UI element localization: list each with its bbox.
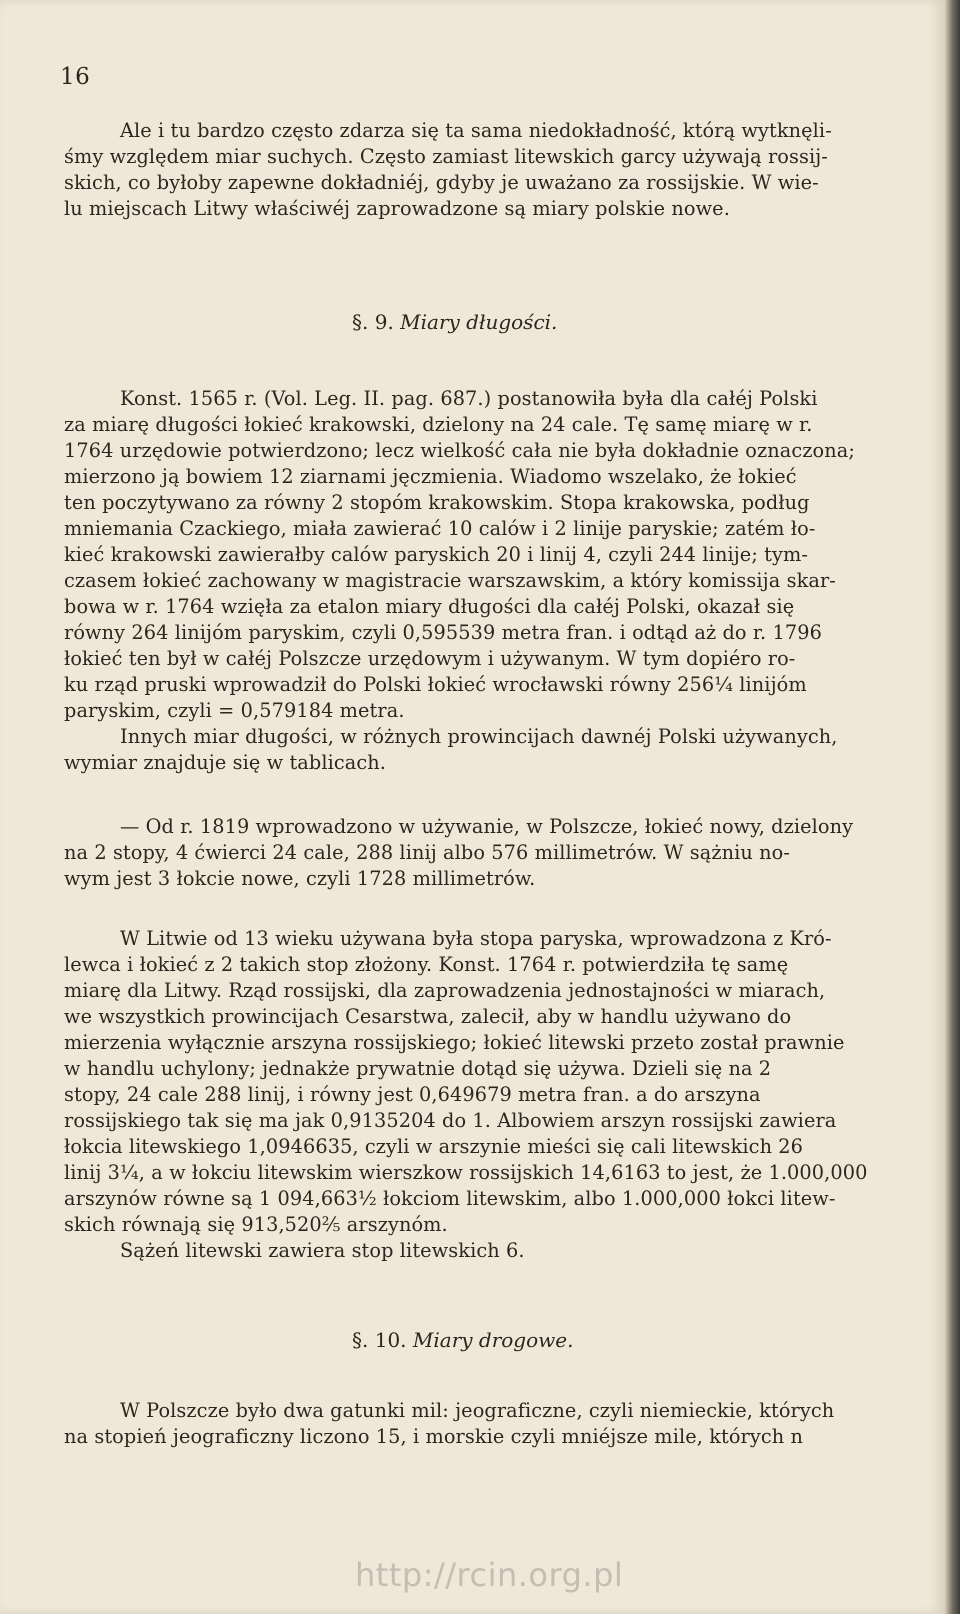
text-line: we wszystkich prowincijach Cesarstwa, zalecił, aby w handlu używano do (64, 1005, 792, 1028)
section-9-number: §. 9. (352, 310, 394, 334)
section-9-heading (352, 310, 557, 334)
watermark-url: http://rcin.org.pl (355, 1556, 624, 1594)
text-line: śmy względem miar suchych. Często zamiast litewskich garcy używają rossij- (64, 145, 828, 168)
section-10-heading (352, 1328, 573, 1352)
text-line: W Polszcze było dwa gatunki mil: jeograficzne, czyli niemieckie, których (120, 1399, 835, 1422)
text-line: linij 3¼, a w łokciu litewskim wierszkow rossijskich 14,6163 to jest, że 1.000,000 (64, 1161, 868, 1184)
text-line: W Litwie od 13 wieku używana była stopa paryska, wprowadzona z Kró- (120, 927, 832, 950)
text-line: lu miejscach Litwy właściwéj zaprowadzone są miary polskie nowe. (64, 197, 730, 220)
text-line: łokieć ten był w całéj Polszcze urzędowym i używanym. W tym dopiéro ro- (64, 647, 796, 670)
page-number: 16 (60, 64, 91, 90)
text-line: Konst. 1565 r. (Vol. Leg. II. pag. 687.) postanowiła była dla całéj Polski (120, 387, 818, 410)
paragraph-1819 (64, 814, 960, 892)
text-line: skich równają się 913,520⅖ arszynóm. (64, 1213, 448, 1236)
text-line: łokcia litewskiego 1,0946635, czyli w arszynie mieści się cali litewskich 26 (64, 1135, 804, 1158)
text-line: za miarę długości łokieć krakowski, dzielony na 24 cale. Tę samę miarę w r. (64, 413, 813, 436)
section-9-title: Miary długości. (400, 310, 558, 334)
text-line: ku rząd pruski wprowadził do Polski łokieć wrocławski równy 256¼ linijóm (64, 673, 807, 696)
text-line: wymiar znajduje się w tablicach. (64, 751, 387, 774)
text-line: Sążeń litewski zawiera stop litewskich 6. (120, 1239, 525, 1262)
text-line: rossijskiego tak się ma jak 0,9135204 do 1. Albowiem arszyn rossijski zawiera (64, 1109, 837, 1132)
text-line: arszynów równe są 1 094,663½ łokciom litewskim, albo 1.000,000 łokci litew- (64, 1187, 836, 1210)
page-edge (944, 0, 960, 1614)
text-line: bowa w r. 1764 wzięła za etalon miary długości dla całéj Polski, okazał się (64, 595, 795, 618)
paragraph-litwa (64, 926, 960, 1264)
text-line: równy 264 linijóm paryskim, czyli 0,595539 metra fran. i odtąd aż do r. 1796 (64, 621, 822, 644)
text-line: miarę dla Litwy. Rząd rossijski, dla zaprowadzenia jednostajności w miarach, (64, 979, 826, 1002)
text-line: czasem łokieć zachowany w magistracie warszawskim, a który komissija skar- (64, 569, 836, 592)
text-line: mierzono ją bowiem 12 ziarnami jęczmienia. Wiadomo wszelako, że łokieć (64, 465, 797, 488)
text-line: Ale i tu bardzo często zdarza się ta sama niedokładność, którą wytknęli- (120, 119, 832, 142)
text-line: ten poczytywano za równy 2 stopóm krakowskim. Stopa krakowska, podług (64, 491, 810, 514)
text-line: w handlu uchylony; jednakże prywatnie dotąd się używa. Dzieli się na 2 (64, 1057, 772, 1080)
text-line: skich, co byłoby zapewne dokładniéj, gdyby je uważano za rossijskie. W wie- (64, 171, 819, 194)
text-line: na 2 stopy, 4 ćwierci 24 cale, 288 linij albo 576 millimetrów. W sążniu no- (64, 841, 790, 864)
text-line: — Od r. 1819 wprowadzono w używanie, w Polszcze, łokieć nowy, dzielony (120, 815, 854, 838)
text-line: na stopień jeograficzny liczono 15, i morskie czyli mniéjsze mile, których n (64, 1425, 804, 1448)
text-line: kieć krakowski zawierałby calów paryskich 20 i linij 4, czyli 244 linije; tym- (64, 543, 808, 566)
section-10-title: Miary drogowe. (412, 1328, 574, 1352)
text-line: lewca i łokieć z 2 takich stop złożony. Konst. 1764 r. potwierdziła tę samę (64, 953, 789, 976)
paragraph-konst (64, 386, 960, 776)
text-line: paryskim, czyli = 0,579184 metra. (64, 699, 405, 722)
text-line: stopy, 24 cale 288 linij, i równy jest 0,649679 metra fran. a do arszyna (64, 1083, 761, 1106)
text-line: 1764 urzędowie potwierdzono; lecz wielkość cała nie była dokładnie oznaczona; (64, 439, 855, 462)
text-line: mierzenia wyłącznie arszyna rossijskiego; łokieć litewski przeto został prawnie (64, 1031, 845, 1054)
paragraph-intro (64, 118, 960, 222)
text-line: Innych miar długości, w różnych prowincijach dawnéj Polski używanych, (120, 725, 838, 748)
text-line: mniemania Czackiego, miała zawierać 10 calów i 2 linije paryskie; zatém ło- (64, 517, 816, 540)
section-10-number: §. 10. (352, 1328, 407, 1352)
text-line: wym jest 3 łokcie nowe, czyli 1728 millimetrów. (64, 867, 536, 890)
paragraph-mile (64, 1398, 960, 1450)
